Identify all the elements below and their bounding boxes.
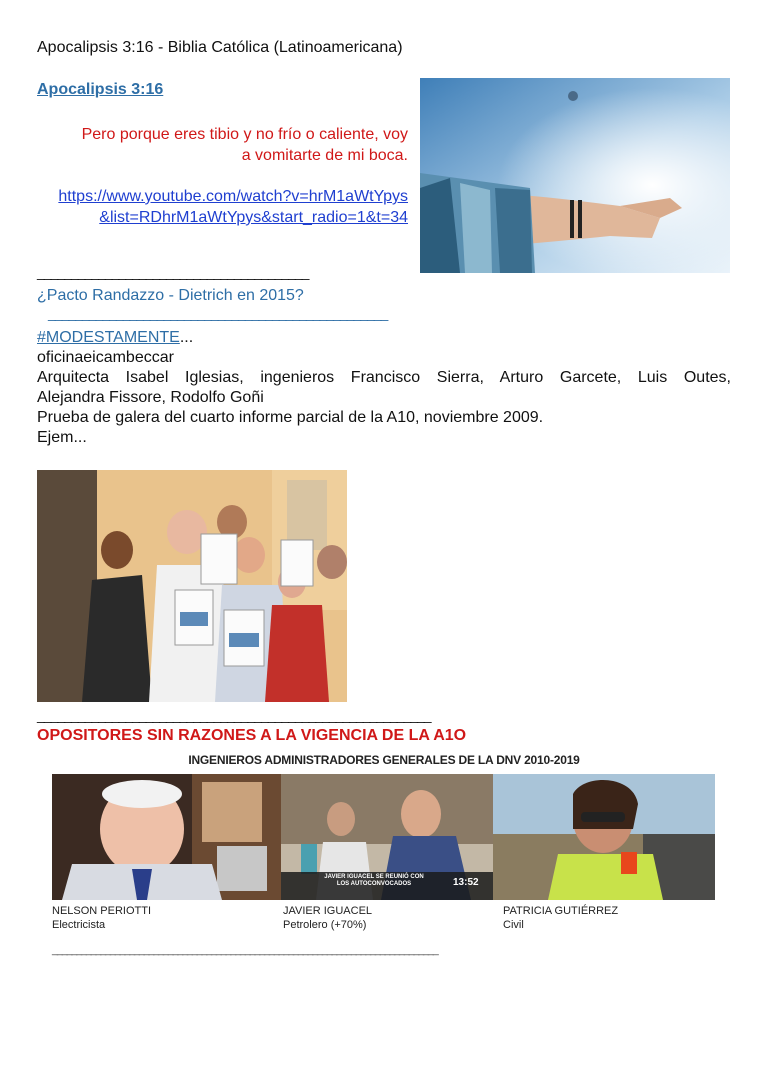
youtube-link-line-2[interactable]: &list=RDhrM1aWtYpys&start_radio=1&t=34 [99,209,408,226]
iguacel-photo [281,774,493,900]
verse-text-line-2: a vomitarte de mi boca. [241,147,408,164]
tv-caption [299,874,449,888]
iguacel-name: JAVIER IGUACEL [283,905,373,917]
gutierrez-caption [503,904,618,932]
gutierrez-name: PATRICIA GUTIÉRREZ [503,905,619,917]
ejem-line: Ejem... [37,429,87,446]
question-heading: ¿Pacto Randazzo - Dietrich en 2015? [37,287,304,304]
group-photo [37,470,347,702]
gutierrez-role: Civil [503,919,524,931]
periotti-photo [52,774,281,900]
administrators-banner [37,746,731,971]
hashtag-link[interactable]: #MODESTAMENTE [37,329,180,346]
banner-title: INGENIEROS ADMINISTRADORES GENERALES DE LA DNV 2010-2019 [188,753,580,767]
tv-time: 13:52 [453,877,479,888]
tv-caption-line-2: LOS AUTOCONVOCADOS [336,881,412,887]
office-name: oficinaeicambeccar [37,349,174,366]
banner-bottom-rule: ________________________________________________________________________________ [52,944,438,956]
header-line: Apocalipsis 3:16 - Biblia Católica (Latinoamericana) [37,39,403,56]
periotti-role: Electricista [52,919,106,931]
hashtag-suffix: ... [179,329,194,346]
reaching-hand-image [420,78,730,273]
separator-rule-1: ________________________________________ [37,264,309,280]
authors-line-1: Arquitecta Isabel Iglesias, ingenieros Francisco Sierra, Arturo Garcete, Luis Outes, [37,369,731,386]
gutierrez-photo [493,774,715,900]
separator-rule-2: __________________________________________________ [48,305,388,321]
iguacel-caption [283,904,372,932]
verse-reference[interactable]: Apocalipsis 3:16 [37,81,164,98]
verse-text-line-1: Pero porque eres tibio y no frío o caliente, voy [81,126,408,143]
youtube-link-line-1[interactable]: https://www.youtube.com/watch?v=hrM1aWtYpys [58,188,408,205]
opositores-heading: OPOSITORES SIN RAZONES A LA VIGENCIA DE LA A1O [37,727,467,744]
periotti-caption [52,904,151,932]
iguacel-role: Petrolero (+70%) [283,919,367,931]
authors-line-2: Alejandra Fissore, Rodolfo Goñi [37,389,264,406]
separator-rule-3: __________________________________________________________ [37,707,431,723]
hashtag-line [37,328,193,347]
proof-line: Prueba de galera del cuarto informe parcial de la A10, noviembre 2009. [37,409,544,426]
tv-caption-line-1: JAVIER IGUACEL SE REUNIÓ CON [324,874,424,880]
periotti-name: NELSON PERIOTTI [52,905,152,917]
